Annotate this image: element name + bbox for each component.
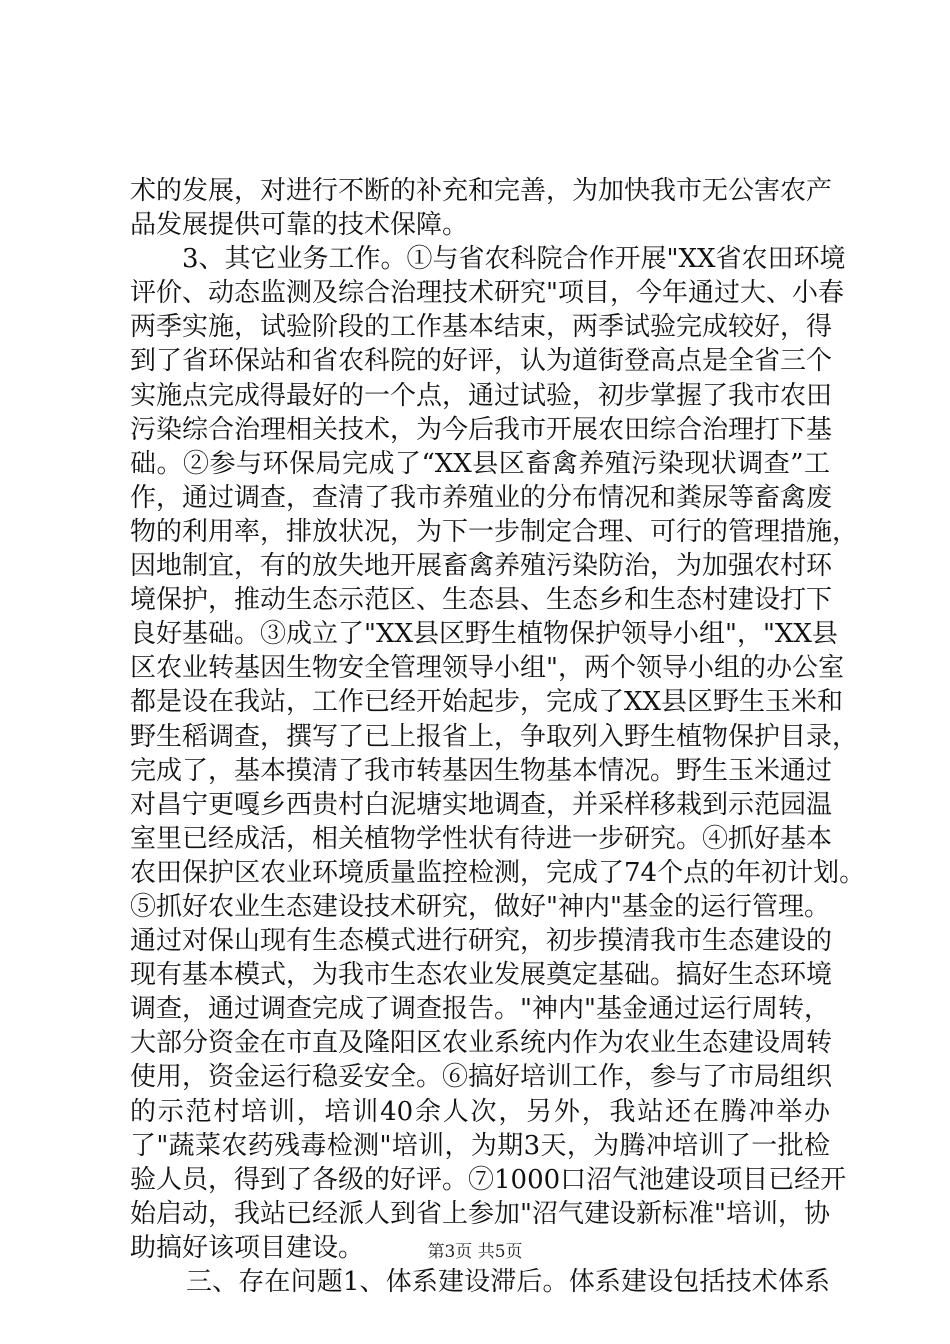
text-line: 评价、动态监测及综合治理技术研究"项目，今年通过大、小春 bbox=[130, 278, 844, 309]
text-line: 通过对保山现有生态模式进行研究，初步摸清我市生态建设的 bbox=[130, 926, 833, 957]
text-line: 使用，资金运行稳妥安全。⑥搞好培训工作，参与了市局组织 bbox=[130, 1062, 833, 1093]
text-line: 农田保护区农业环境质量监控检测，完成了74个点的年初计划。 bbox=[130, 857, 866, 888]
text-line: 境保护，推动生态示范区、生态县、生态乡和生态村建设打下 bbox=[130, 585, 833, 616]
text-line: 区农业转基因生物安全管理领导小组"，两个领导小组的办公室 bbox=[130, 653, 844, 684]
text-line: 大部分资金在市直及隆阳区农业系统内作为农业生态建设周转 bbox=[130, 1028, 833, 1059]
text-line: 污染综合治理相关技术，为今后我市开展农田综合治理打下基 bbox=[130, 414, 833, 445]
text-line: 完成了，基本摸清了我市转基因生物基本情况。野生玉米通过 bbox=[130, 755, 833, 786]
text-line: 现有基本模式，为我市生态农业发展奠定基础。搞好生态环境 bbox=[130, 960, 833, 991]
page-number-footer: 第3页 共5页 bbox=[427, 1242, 523, 1262]
text-line: 实施点完成得最好的一个点，通过试验，初步掌握了我市农田 bbox=[130, 380, 833, 411]
text-line: 的示范村培训，培训40余人次，另外，我站还在腾冲举办 bbox=[130, 1096, 830, 1127]
text-line: 两季实施，试验阶段的工作基本结束，两季试验完成较好，得 bbox=[130, 312, 833, 343]
text-line: ⑤抓好农业生态建设技术研究，做好"神内"基金的运行管理。 bbox=[130, 891, 830, 922]
text-line: 物的利用率，排放状况，为下一步制定合理、可行的管理措施， bbox=[130, 516, 859, 547]
text-line: 始启动，我站已经派人到省上参加"沼气建设新标准"培训，协 bbox=[130, 1198, 830, 1229]
text-line: 因地制宜，有的放失地开展畜禽养殖污染防治，为加强农村环 bbox=[130, 551, 833, 582]
text-line: 良好基础。③成立了"XX县区野生植物保护领导小组"，"XX县 bbox=[130, 619, 838, 650]
text-line: 验人员，得到了各级的好评。⑦1000口沼气池建设项目已经开 bbox=[130, 1164, 847, 1195]
text-line: 对昌宁更嘎乡西贵村白泥塘实地调查，并采样移栽到示范园温 bbox=[130, 789, 833, 820]
text-line: 助搞好该项目建设。 bbox=[130, 1232, 365, 1263]
text-line: 术的发展，对进行不断的补充和完善，为加快我市无公害农产 bbox=[130, 176, 833, 206]
text-line: 三、存在问题1、体系建设滞后。体系建设包括技术体系 bbox=[186, 1267, 830, 1297]
text-line: 了"蔬菜农药残毒检测"培训，为期3天，为腾冲培训了一批检 bbox=[130, 1130, 830, 1161]
text-line: 野生稻调查，撰写了已上报省上，争取列入野生植物保护目录， bbox=[130, 721, 859, 752]
text-line: 调查，通过调查完成了调查报告。"神内"基金通过运行周转， bbox=[130, 994, 830, 1025]
text-line: 品发展提供可靠的技术保障。 bbox=[130, 210, 469, 241]
text-line: 础。②参与环保局完成了“XX县区畜禽养殖污染现状调查”工 bbox=[130, 448, 830, 479]
body-text bbox=[130, 174, 866, 1299]
text-line: 3、其它业务工作。①与省农科院合作开展"XX省农田环境 bbox=[182, 244, 846, 275]
text-line: 都是设在我站，工作已经开始起步，完成了XX县区野生玉米和 bbox=[130, 687, 844, 718]
text-line: 室里已经成活，相关植物学性状有待进一步研究。④抓好基本 bbox=[130, 823, 833, 854]
text-line: 作，通过调查，查清了我市养殖业的分布情况和粪尿等畜禽废 bbox=[130, 482, 833, 513]
text-line: 到了省环保站和省农科院的好评，认为道街登高点是全省三个 bbox=[130, 346, 833, 377]
